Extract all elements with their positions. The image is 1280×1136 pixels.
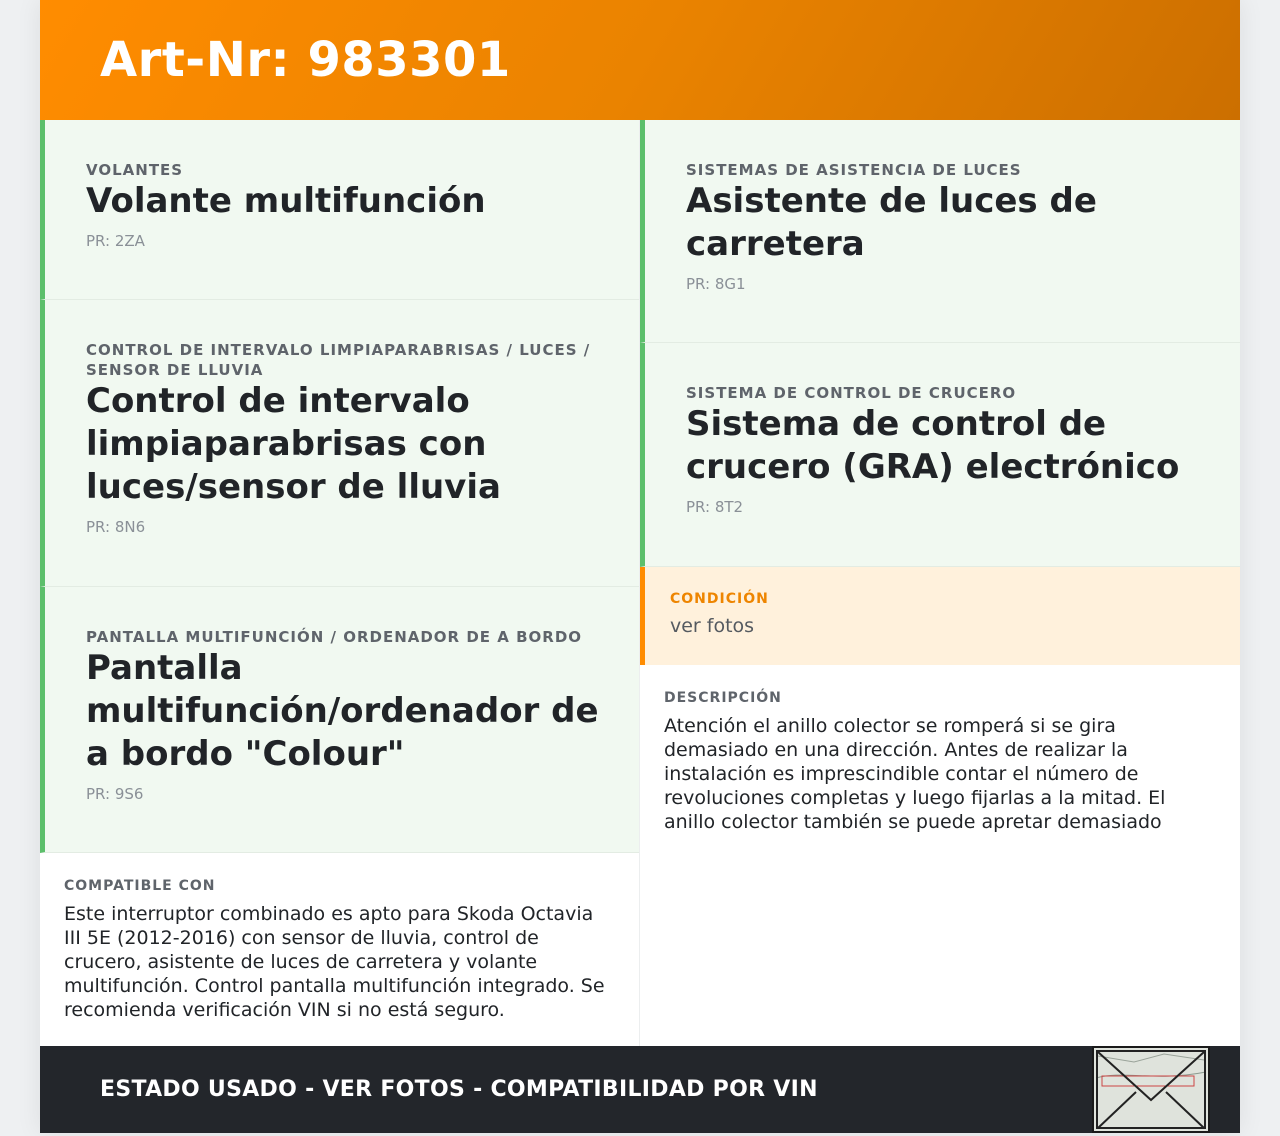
content-columns: [40, 120, 1240, 1046]
feature-card-wiper-control: [40, 300, 639, 587]
feature-name: Volante multifunción: [86, 181, 486, 221]
condition-box: [640, 567, 1240, 665]
feature-pr-code: PR: 2ZA: [86, 232, 145, 250]
description-label: DESCRIPCIÓN: [664, 690, 782, 706]
envelope-stamp-thumbnail-icon[interactable]: [1092, 1046, 1210, 1133]
feature-card-light-assist: [640, 120, 1240, 343]
feature-category: VOLANTES: [86, 161, 184, 179]
feature-category: SISTEMAS DE ASISTENCIA DE LUCES: [686, 161, 1022, 179]
feature-pr-code: PR: 8T2: [686, 498, 744, 516]
feature-pr-code: PR: 9S6: [86, 785, 144, 803]
description-section: [640, 665, 1240, 834]
description-text: Atención el anillo colector se romperá si se gira demasiado en una dirección. Antes de realizar la instalación es imprescindible contar el número de revoluciones completas y luego fijarlas a la mitad. El anillo colector también se puede apretar demasiado: [664, 715, 1166, 833]
feature-category: PANTALLA MULTIFUNCIÓN / ORDENADOR DE A BORDO: [86, 628, 583, 646]
compatible-label: COMPATIBLE CON: [64, 878, 216, 894]
feature-pr-code: PR: 8N6: [86, 518, 146, 536]
feature-name: Pantalla multifunción/ordenador de a bordo "Colour": [86, 648, 599, 774]
product-sheet: [40, 0, 1240, 1133]
right-column: [640, 120, 1240, 1046]
feature-name: Asistente de luces de carretera: [686, 181, 1097, 264]
compatible-section: [40, 853, 639, 1022]
footer-bar: [40, 1046, 1240, 1133]
footer-status-text: ESTADO USADO - VER FOTOS - COMPATIBILIDAD POR VIN: [100, 1077, 818, 1102]
envelope-icon: [1094, 1048, 1208, 1131]
left-column: [40, 120, 640, 1046]
feature-card-multifunction-display: [40, 587, 639, 853]
feature-name: Control de intervalo limpiaparabrisas con luces/sensor de lluvia: [86, 381, 501, 507]
header-bar: [40, 0, 1240, 120]
feature-card-cruise-control: [640, 343, 1240, 567]
feature-category: SISTEMA DE CONTROL DE CRUCERO: [686, 384, 1017, 402]
feature-category: CONTROL DE INTERVALO LIMPIAPARABRISAS / LUCES / SENSOR DE LLUVIA: [86, 341, 591, 379]
condition-value: ver fotos: [670, 615, 755, 637]
condition-label: CONDICIÓN: [670, 591, 769, 607]
compatible-text: Este interruptor combinado es apto para Skoda Octavia III 5E (2012-2016) con sensor de lluvia, control de crucero, asistente de luces de carretera y volante multifunción. Control pantalla multifunción integrado. Se recomienda verificación VIN si no está seguro.: [64, 903, 605, 1021]
feature-card-steering-wheel: [40, 120, 639, 300]
feature-pr-code: PR: 8G1: [686, 275, 746, 293]
feature-name: Sistema de control de crucero (GRA) electrónico: [686, 404, 1180, 487]
article-number-title: Art-Nr: 983301: [100, 32, 511, 88]
